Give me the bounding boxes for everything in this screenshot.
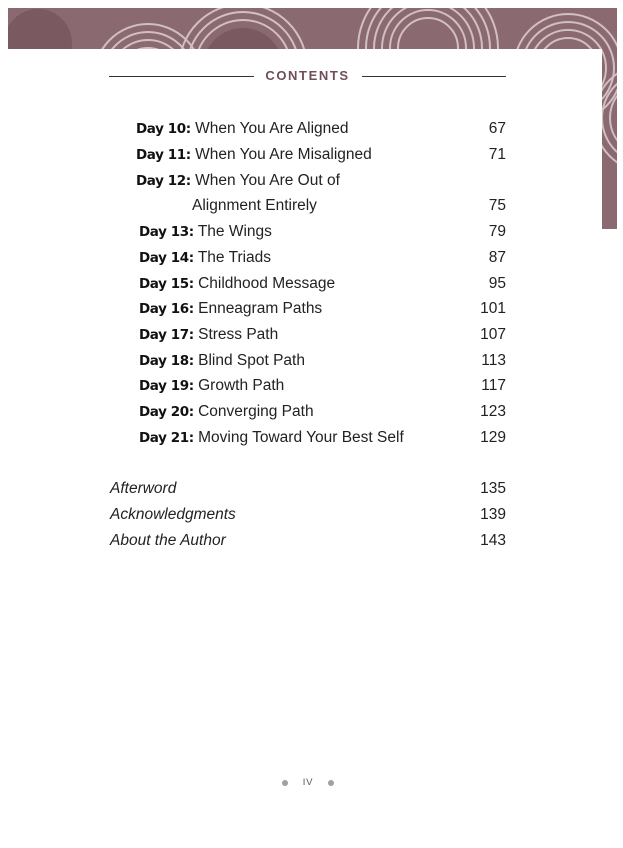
contents-heading [109, 66, 506, 86]
toc-day-label: Day 19: [139, 378, 194, 394]
toc-day-label: Day 21: [139, 430, 194, 446]
toc-title: Childhood Message [198, 275, 336, 292]
toc-page-number: 67 [488, 120, 506, 137]
toc-entry-day-17[interactable] [139, 324, 278, 346]
toc-day-label: Day 13: [139, 224, 194, 240]
toc-page-number: 129 [480, 429, 506, 446]
toc-title-line2: Alignment Entirely [192, 197, 317, 214]
toc-title: The Triads [197, 249, 272, 266]
toc-day-label: Day 15: [139, 276, 194, 292]
toc-title: The Wings [197, 223, 272, 240]
toc-page-number: 117 [481, 377, 506, 394]
footer-dot-icon [328, 780, 334, 786]
toc-entry-day-14[interactable] [139, 247, 271, 269]
toc-day-label: Day 10: [136, 121, 191, 137]
toc-page-number: 71 [488, 146, 506, 163]
toc-page-number: 139 [480, 506, 506, 523]
toc-day-label: Day 18: [139, 353, 194, 369]
toc-page-number: 123 [480, 403, 506, 420]
toc-entry-day-21[interactable] [139, 427, 404, 449]
toc-entry-day-20[interactable] [139, 401, 314, 423]
toc-entry-day-18[interactable] [139, 350, 305, 372]
page-title: CONTENTS [265, 68, 350, 83]
toc-day-label: Day 14: [139, 250, 194, 266]
toc-entry-about-the-author[interactable] [110, 530, 226, 552]
toc-title: Afterword [110, 480, 177, 497]
toc-title: When You Are Misaligned [195, 146, 372, 163]
page-footer [280, 774, 336, 792]
toc-page-number: 113 [481, 352, 506, 369]
toc-entry-day-13[interactable] [139, 221, 272, 243]
toc-day-label: Day 12: [136, 173, 191, 189]
toc-page-number: 79 [488, 223, 506, 240]
toc-title: When You Are Out of [195, 172, 340, 189]
toc-title: Moving Toward Your Best Self [198, 429, 404, 446]
toc-entry-day-15[interactable] [139, 273, 335, 295]
toc-page-number: 101 [480, 300, 506, 317]
heading-rule-right [362, 76, 506, 77]
toc-entry-afterword[interactable] [110, 478, 176, 500]
toc-entry-day-16[interactable] [139, 298, 322, 320]
toc-entry-acknowledgments[interactable] [110, 504, 236, 526]
page-folio: IV [302, 777, 314, 788]
toc-title: Enneagram Paths [198, 300, 323, 317]
toc-title: Growth Path [198, 377, 285, 394]
toc-title: Blind Spot Path [198, 352, 305, 369]
toc-page-number: 75 [488, 197, 506, 214]
toc-entry-day-19[interactable] [139, 375, 284, 397]
toc-title: When You Are Aligned [195, 120, 349, 137]
toc-title: Stress Path [198, 326, 279, 343]
toc-day-label: Day 17: [139, 327, 194, 343]
toc-title: About the Author [110, 532, 226, 549]
toc-page-number: 135 [480, 480, 506, 497]
toc-entry-day-11[interactable] [136, 144, 372, 166]
toc-day-label: Day 11: [136, 147, 191, 163]
toc-page-number: 143 [480, 532, 506, 549]
toc-page-number: 87 [488, 249, 506, 266]
toc-day-label: Day 16: [139, 301, 194, 317]
toc-day-label: Day 20: [139, 404, 194, 420]
toc-page-number: 95 [488, 275, 506, 292]
toc-title-continuation [192, 195, 317, 217]
toc-title: Acknowledgments [110, 506, 236, 523]
toc-entry-day-12[interactable] [136, 170, 340, 192]
toc-title: Converging Path [198, 403, 314, 420]
toc-page-number: 107 [480, 326, 506, 343]
toc-entry-day-10[interactable] [136, 118, 349, 140]
